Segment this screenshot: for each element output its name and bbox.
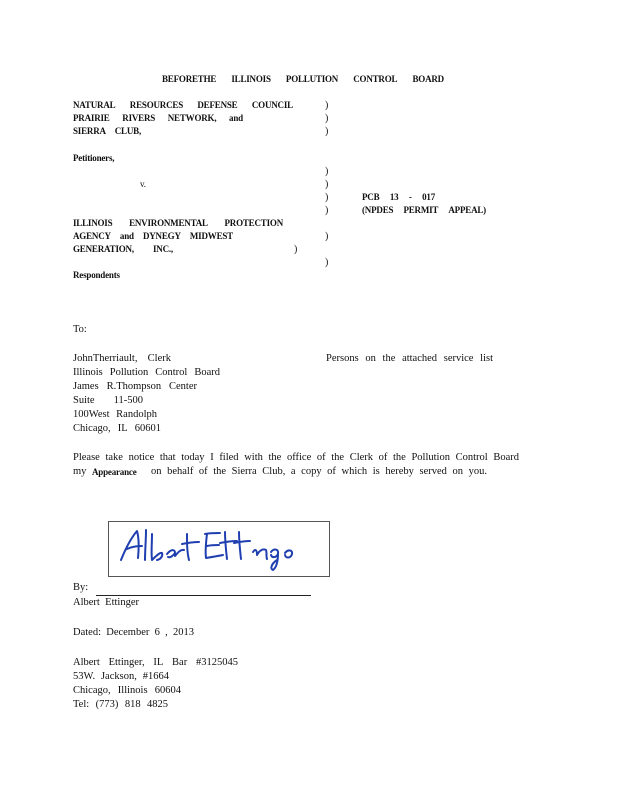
respondent-word: GENERATION, bbox=[73, 244, 134, 254]
recipient-word: Suite bbox=[73, 395, 95, 406]
respondent-word: ILLINOIS bbox=[73, 218, 113, 228]
caption-paren: ) bbox=[325, 113, 329, 124]
notice-word: Clerk bbox=[349, 452, 374, 463]
recipient-city bbox=[73, 424, 161, 435]
caption-paren: ) bbox=[325, 166, 329, 177]
caption-paren: ) bbox=[325, 126, 329, 137]
notice-word: on bbox=[151, 466, 162, 477]
contact-word: Ettinger, bbox=[108, 657, 145, 668]
notice-word: with bbox=[244, 452, 263, 463]
respondent-word: ENVIRONMENTAL bbox=[129, 218, 208, 228]
notice-word: of bbox=[378, 452, 388, 463]
petitioner-word: and bbox=[229, 113, 243, 123]
notice-word: is bbox=[372, 466, 380, 477]
notice-word: which bbox=[341, 466, 368, 477]
recipient-word: Illinois bbox=[73, 367, 103, 378]
notice-appearance: Appearance bbox=[92, 467, 137, 477]
contact-line-3 bbox=[73, 686, 181, 697]
petitioner-word: DEFENSE bbox=[197, 100, 238, 110]
to-label: To: bbox=[73, 324, 87, 335]
contact-word: 818 bbox=[124, 699, 141, 710]
contact-word: Chicago, bbox=[73, 685, 111, 696]
signer-word: Ettinger bbox=[105, 597, 139, 608]
caption-paren: ) bbox=[325, 179, 329, 190]
case-word: 13 bbox=[389, 192, 399, 202]
respondent-word: and bbox=[119, 231, 134, 241]
respondent-word: PROTECTION bbox=[224, 218, 283, 228]
notice-word: the bbox=[331, 452, 345, 463]
notice-word: of bbox=[327, 466, 336, 477]
recipient-word: attached bbox=[402, 353, 438, 364]
notice-word: served bbox=[419, 466, 447, 477]
heading-word: CONTROL bbox=[353, 74, 398, 84]
petitioner-line-3 bbox=[73, 127, 141, 136]
contact-line-2 bbox=[73, 672, 169, 683]
respondent-line-3 bbox=[73, 245, 173, 254]
caption-paren: ) bbox=[294, 244, 298, 255]
notice-word: I bbox=[210, 452, 214, 463]
versus-text: v. bbox=[140, 179, 146, 189]
notice-word: today bbox=[181, 452, 205, 463]
case-word: (NPDES bbox=[362, 205, 394, 215]
notice-word: of bbox=[316, 452, 326, 463]
notice-word: take bbox=[105, 452, 123, 463]
notice-word: on bbox=[452, 466, 463, 477]
recipient-word: Pollution bbox=[109, 367, 149, 378]
respondent-word: MIDWEST bbox=[189, 231, 233, 241]
contact-word: Albert bbox=[73, 657, 100, 668]
respondent-word: DYNEGY bbox=[142, 231, 181, 241]
handwritten-signature-icon bbox=[109, 522, 329, 576]
notice-line-1 bbox=[73, 453, 519, 464]
petitioner-word: CLUB, bbox=[114, 126, 141, 136]
heading-word: BEFORETHE bbox=[162, 74, 217, 84]
petitioner-line-1 bbox=[73, 101, 293, 110]
notice-word: copy bbox=[301, 466, 322, 477]
recipient-suite bbox=[73, 396, 143, 407]
recipient-word: list bbox=[480, 353, 493, 364]
recipient-word: Board bbox=[194, 367, 220, 378]
recipient-word: Control bbox=[155, 367, 188, 378]
caption-paren: ) bbox=[325, 205, 329, 216]
notice-word: filed bbox=[219, 452, 239, 463]
recipient-word: Center bbox=[169, 381, 197, 392]
notice-word: Sierra bbox=[231, 466, 257, 477]
notice-word: Board bbox=[493, 452, 519, 463]
dated-line bbox=[73, 628, 194, 639]
date-word: Dated: bbox=[73, 627, 101, 638]
recipient-name bbox=[73, 354, 171, 365]
notice-word: Please bbox=[73, 452, 100, 463]
recipient-word: on bbox=[365, 353, 376, 364]
signer-word: Albert bbox=[73, 597, 100, 608]
heading-word: BOARD bbox=[412, 74, 444, 84]
notice-line-2-start: my bbox=[73, 466, 87, 477]
case-word: - bbox=[408, 192, 412, 202]
petitioner-word: SIERRA bbox=[73, 126, 106, 136]
recipient-building bbox=[73, 382, 197, 393]
petitioner-line-2 bbox=[73, 114, 243, 123]
caption-paren: ) bbox=[325, 257, 329, 268]
contact-line-1 bbox=[73, 658, 238, 669]
contact-word: IL bbox=[153, 657, 164, 668]
contact-word: Bar bbox=[172, 657, 188, 668]
petitioner-word: NATURAL bbox=[73, 100, 116, 110]
notice-word: you. bbox=[468, 466, 487, 477]
document-heading bbox=[162, 75, 444, 84]
petitioner-word: NETWORK, bbox=[167, 113, 217, 123]
recipient-word: 100West bbox=[73, 409, 110, 420]
contact-word: 4825 bbox=[147, 699, 168, 710]
contact-line-4 bbox=[73, 700, 168, 711]
notice-word: a bbox=[290, 466, 296, 477]
notice-word: office bbox=[286, 452, 312, 463]
caption-paren: ) bbox=[325, 100, 329, 111]
recipient-word: R.Thompson bbox=[106, 381, 162, 392]
other-recipients bbox=[326, 354, 493, 365]
contact-word: #1664 bbox=[142, 671, 169, 682]
petitioners-label: Petitioners, bbox=[73, 153, 115, 163]
recipient-word: service bbox=[443, 353, 474, 364]
contact-word: Jackson, bbox=[100, 671, 137, 682]
recipient-word: the bbox=[382, 353, 396, 364]
signature-line bbox=[96, 595, 311, 596]
caption-paren: ) bbox=[325, 192, 329, 203]
contact-word: (773) bbox=[95, 699, 119, 710]
respondents-label: Respondents bbox=[73, 270, 120, 280]
contact-word: 60604 bbox=[154, 685, 181, 696]
contact-word: 53W. bbox=[73, 671, 96, 682]
recipient-word: Chicago, bbox=[73, 423, 111, 434]
case-word: 017 bbox=[422, 192, 435, 202]
respondent-word: AGENCY bbox=[73, 231, 111, 241]
recipient-word: 60601 bbox=[134, 423, 161, 434]
case-number bbox=[362, 193, 435, 202]
case-type bbox=[362, 206, 486, 215]
contact-word: Illinois bbox=[117, 685, 148, 696]
notice-word: notice bbox=[128, 452, 155, 463]
recipient-street bbox=[73, 410, 157, 421]
recipient-word: JohnTherriault, bbox=[73, 353, 138, 364]
case-word: PCB bbox=[362, 192, 380, 202]
notice-word: the bbox=[393, 452, 406, 463]
recipient-word: James bbox=[73, 381, 99, 392]
notice-word: the bbox=[213, 466, 227, 477]
case-word: PERMIT bbox=[403, 205, 439, 215]
date-word: 2013 bbox=[172, 627, 194, 638]
recipient-word: Persons bbox=[326, 353, 359, 364]
recipient-word: 11-500 bbox=[113, 395, 143, 406]
notice-word: that bbox=[159, 452, 176, 463]
contact-word: #3125045 bbox=[195, 657, 238, 668]
date-word: December bbox=[106, 627, 150, 638]
petitioner-word: PRAIRIE bbox=[73, 113, 110, 123]
respondent-word: INC., bbox=[152, 244, 173, 254]
notice-word: Control bbox=[455, 452, 488, 463]
notice-word: behalf bbox=[167, 466, 194, 477]
case-word: APPEAL) bbox=[448, 205, 486, 215]
respondent-line-1 bbox=[73, 219, 283, 228]
recipient-office bbox=[73, 368, 220, 379]
date-word: , bbox=[165, 627, 168, 638]
by-label: By: bbox=[73, 582, 89, 593]
contact-word: Tel: bbox=[73, 699, 90, 710]
signature-image bbox=[108, 521, 330, 577]
heading-word: POLLUTION bbox=[285, 74, 339, 84]
notice-word: the bbox=[268, 452, 282, 463]
caption-paren: ) bbox=[325, 231, 329, 242]
notice-line-2 bbox=[151, 467, 487, 478]
petitioner-word: COUNCIL bbox=[251, 100, 293, 110]
notice-word: hereby bbox=[385, 466, 414, 477]
recipient-word: IL bbox=[117, 423, 128, 434]
notice-word: of bbox=[198, 466, 208, 477]
notice-word: Pollution bbox=[411, 452, 450, 463]
signer-name bbox=[73, 598, 139, 609]
petitioner-word: RIVERS bbox=[122, 113, 156, 123]
recipient-word: Randolph bbox=[116, 409, 157, 420]
date-word: 6 bbox=[154, 627, 160, 638]
recipient-word: Clerk bbox=[147, 353, 171, 364]
petitioner-word: RESOURCES bbox=[129, 100, 184, 110]
heading-word: ILLINOIS bbox=[231, 74, 271, 84]
notice-word: Club, bbox=[262, 466, 286, 477]
respondent-line-2 bbox=[73, 232, 233, 241]
